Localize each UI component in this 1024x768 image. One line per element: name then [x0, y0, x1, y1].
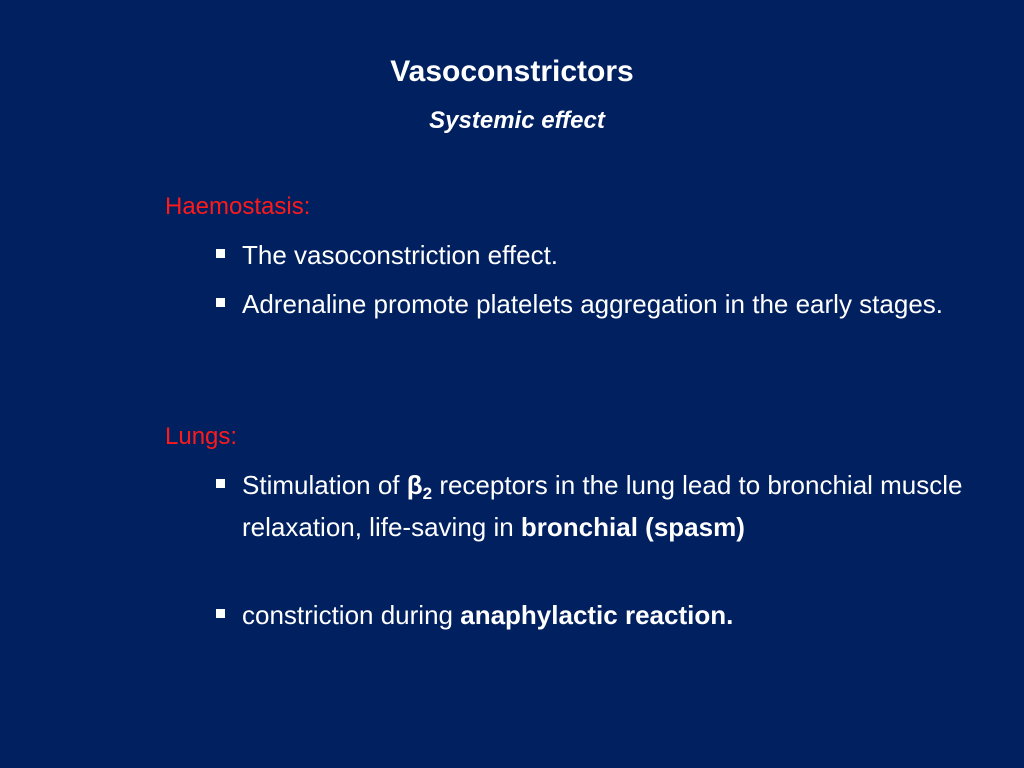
square-bullet-icon — [216, 609, 225, 618]
bullet-item — [216, 464, 976, 548]
bullet-text — [242, 594, 976, 636]
square-bullet-icon — [216, 479, 225, 488]
bullet-text-pre: Stimulation of — [242, 470, 407, 500]
bullet-text-mid: receptors in the lung lead to bronchial muscle relaxation, life-saving in — [242, 470, 963, 542]
bullet-item — [216, 234, 976, 276]
section-heading-haemostasis: Haemostasis: — [165, 193, 311, 220]
bullet-text: The vasoconstriction effect. — [242, 240, 559, 270]
beta-subscript: 2 — [422, 484, 433, 503]
bullet-item — [216, 594, 976, 636]
bullet-text-bold: anaphylactic reaction. — [460, 600, 734, 630]
section-heading-lungs: Lungs: — [165, 423, 238, 450]
square-bullet-icon — [216, 298, 225, 307]
slide-subtitle: Systemic effect — [429, 107, 605, 134]
bullet-text: Adrenaline promote platelets aggregation in the early stages. — [242, 289, 943, 319]
square-bullet-icon — [216, 249, 225, 258]
beta-symbol: β — [406, 470, 423, 500]
bullet-text-pre: constriction during — [242, 600, 461, 630]
slide-title: Vasoconstrictors — [390, 55, 634, 88]
bullet-text-bold: bronchial (spasm) — [520, 512, 745, 542]
bullet-item — [216, 283, 976, 325]
bullet-text — [242, 464, 976, 548]
